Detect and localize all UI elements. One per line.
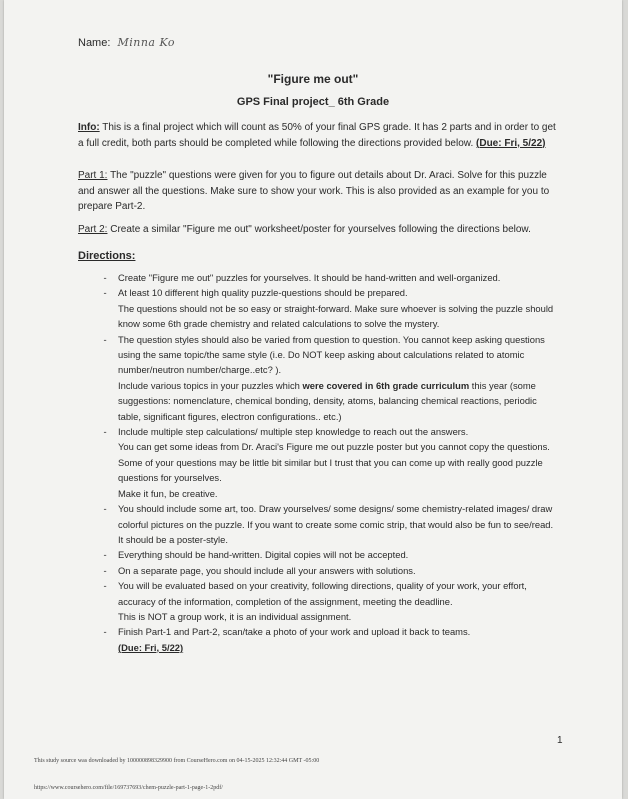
list-item: - Finish Part-1 and Part-2, scan/take a photo of your work and upload it back to teams. — [103, 626, 471, 638]
info-label: Info: — [78, 122, 100, 133]
list-item: - Include multiple step calculations/ multiple step knowledge to reach out the answers. — [103, 426, 469, 438]
name-label: Name: — [78, 37, 111, 49]
directions-heading: Directions: — [78, 250, 136, 262]
list-item: - At least 10 different high quality puzzle-questions should be prepared. — [103, 287, 408, 299]
final-due: (Due: Fri, 5/22) — [118, 641, 184, 653]
page-number: 1 — [557, 735, 563, 746]
list-item: - The question styles should also be varied from question to question. You cannot keep asking questions using the same topic/the same style (i.e. Do NOT keep asking about calculations related to atomic number/neutron number/charge..etc? ). — [103, 333, 545, 376]
list-item: This is NOT a group work, it is an individual assignment. — [118, 610, 352, 622]
list-item: You can get some ideas from Dr. Araci's Figure me out puzzle poster but you cannot copy the questions. Some of your questions may be little bit similar but I trust that you can come up with really good puzzle questions for yourselves. — [118, 441, 550, 484]
list-item: The questions should not be so easy or straight-forward. Make sure whoever is solving the puzzle should know some 6th grade chemistry and related calculations to solve the mystery. — [118, 302, 554, 330]
part2-text: Create a similar "Figure me out" worksheet/poster for yourselves following the directions below. — [110, 224, 531, 235]
handwritten-name: Minna Ko — [117, 36, 176, 49]
directions-list — [94, 270, 554, 655]
document-title: "Figure me out" — [267, 72, 359, 86]
list-item: - On a separate page, you should include all your answers with solutions. — [103, 564, 416, 576]
list-item: Include various topics in your puzzles which were covered in 6th grade curriculum this year (some suggestions: nomenclature, chemical bonding, density, atoms, balancing chemical reactions, periodic table, significant figures, electron configurations.. etc.) — [118, 379, 537, 422]
info-paragraph — [78, 120, 556, 151]
source-url[interactable]: https://www.coursehero.com/file/169737693/chem-puzzle-part-1-page-1-2pdf/ — [34, 785, 223, 791]
part1-label: Part 1: — [78, 170, 108, 181]
list-item: - Create "Figure me out" puzzles for yourselves. It should be hand-written and well-organized. — [103, 272, 501, 283]
list-item: - You will be evaluated based on your creativity, following directions, quality of your work, your effort, accuracy of the information, completion of the assignment, meeting the deadline. — [103, 580, 527, 607]
list-item: - Everything should be hand-written. Digital copies will not be accepted. — [103, 549, 409, 561]
download-notice: This study source was downloaded by 100000898329900 from CourseHero.com on 04-15-2025 12:32:44 GMT -05:00 — [34, 758, 320, 764]
list-item — [94, 640, 554, 655]
part1-paragraph — [78, 168, 556, 215]
part2-label: Part 2: — [78, 224, 108, 235]
part1-text: The "puzzle" questions were given for you to figure out details about Dr. Araci. Solve for this puzzle and answer all the questions. Make sure to show your work. This is also provided as an example for you to prepare Part-2. — [78, 170, 550, 212]
info-text: This is a final project which will count as 50% of your final GPS grade. It has 2 parts and in order to get a full credit, both parts should be completed while following the directions provided below. — [78, 122, 556, 149]
info-due: (Due: Fri, 5/22) — [476, 137, 546, 149]
part2-paragraph — [78, 222, 556, 238]
list-item: - You should include some art, too. Draw yourselves/ some designs/ some chemistry-related images/ draw colorful pictures on the puzzle. If you want to create some comic strip, that would also be fun to see/read. It should be a poster-style. — [103, 503, 554, 545]
list-item: Make it fun, be creative. — [118, 487, 218, 499]
name-line — [78, 36, 175, 49]
document-subtitle: GPS Final project_ 6th Grade — [236, 96, 390, 108]
document-page — [4, 0, 622, 799]
